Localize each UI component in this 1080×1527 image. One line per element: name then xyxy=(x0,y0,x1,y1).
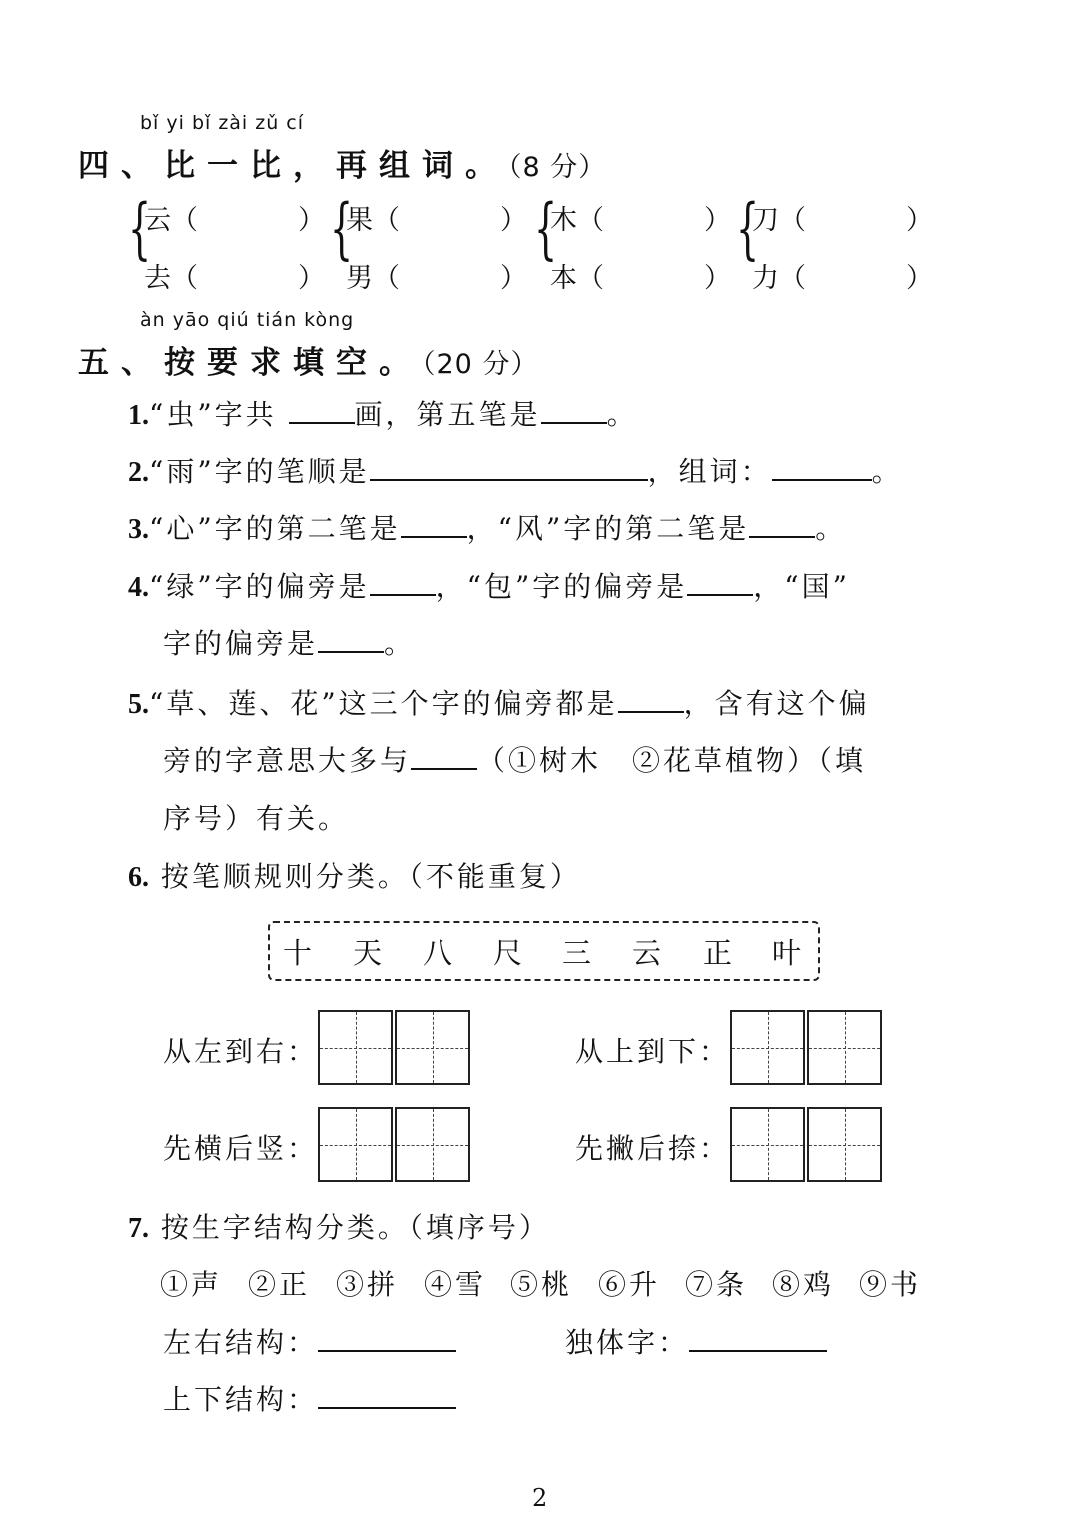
label-top-to-bottom: 从上到下： xyxy=(575,1035,731,1068)
writing-grid[interactable] xyxy=(395,1107,470,1182)
pair-2-bottom: 男（ xyxy=(346,263,400,294)
option-item: ⑥升 xyxy=(598,1268,661,1301)
brace-icon: { xyxy=(736,190,760,267)
answer-blank[interactable] xyxy=(618,685,684,713)
writing-grid[interactable] xyxy=(318,1107,393,1182)
pair-4-top: 刀（ xyxy=(752,205,806,236)
section5-title-text: 五、按要求填空。 xyxy=(78,345,422,381)
writing-grid[interactable] xyxy=(730,1107,805,1182)
section5-pinyin: àn yāo qiú tián kòng xyxy=(140,309,355,331)
answer-blank[interactable] xyxy=(289,396,355,424)
single-structure: 独体字： xyxy=(565,1321,827,1361)
question-6: 6. 按笔顺规则分类。（不能重复） xyxy=(128,860,581,893)
option-item: ②正 xyxy=(248,1268,311,1301)
writing-grid[interactable] xyxy=(807,1107,882,1182)
pair-3-top: 木（ xyxy=(550,205,604,236)
answer-blank[interactable] xyxy=(318,1381,456,1409)
section4-title-text: 四、比一比，再组词。 xyxy=(78,148,508,184)
answer-blank[interactable] xyxy=(772,453,872,481)
option-item: ⑤桃 xyxy=(510,1268,573,1301)
pair-1-bottom-close: ） xyxy=(298,263,325,294)
pair-2-bottom-close: ） xyxy=(500,263,527,294)
pair-3-bottom-close: ） xyxy=(704,263,731,294)
label-pie-then-na: 先撇后捺： xyxy=(575,1132,731,1165)
answer-blank[interactable] xyxy=(541,396,607,424)
pair-3-top-close: ） xyxy=(704,205,731,236)
label-horizontal-then-vertical: 先横后竖： xyxy=(163,1132,319,1165)
char-item: 三 xyxy=(562,936,592,970)
brace-icon: { xyxy=(534,190,558,267)
pair-1-bottom: 去（ xyxy=(144,263,198,294)
char-item: 云 xyxy=(632,936,662,970)
question-1: 1.“虫”字共 画，第五笔是 。 xyxy=(128,398,638,431)
brace-icon: { xyxy=(330,190,354,267)
char-item: 十 xyxy=(283,936,313,970)
char-item: 尺 xyxy=(493,936,523,970)
left-right-structure: 左右结构： xyxy=(163,1321,456,1361)
answer-blank[interactable] xyxy=(318,625,384,653)
answer-blank[interactable] xyxy=(687,568,753,596)
answer-blank[interactable] xyxy=(411,742,477,770)
section4-pinyin: bǐ yi bǐ zài zǔ cí xyxy=(140,112,305,134)
question-5: 5.“草、莲、花”这三个字的偏旁都是 ，含有这个偏 xyxy=(128,687,870,720)
pair-4-top-close: ） xyxy=(906,205,933,236)
writing-grid[interactable] xyxy=(395,1010,470,1085)
option-item: ③拼 xyxy=(336,1268,399,1301)
pair-2-top-close: ） xyxy=(500,205,527,236)
option-item: ⑧鸡 xyxy=(772,1268,835,1301)
label-left-to-right: 从左到右： xyxy=(163,1035,319,1068)
page-number: 2 xyxy=(532,1484,548,1512)
pair-1-top-close: ） xyxy=(298,205,325,236)
answer-blank[interactable] xyxy=(689,1324,827,1352)
char-item: 正 xyxy=(703,936,733,970)
writing-grid[interactable] xyxy=(807,1010,882,1085)
question-2: 2.“雨”字的笔顺是 ，组词： 。 xyxy=(128,455,903,488)
pair-4-bottom: 力（ xyxy=(752,263,806,294)
question-5-line2: 旁的字意思大多与 （①树木 ②花草植物）（填 xyxy=(163,744,867,777)
writing-grid[interactable] xyxy=(730,1010,805,1085)
writing-grid[interactable] xyxy=(318,1010,393,1085)
char-item: 八 xyxy=(423,936,453,970)
answer-blank[interactable] xyxy=(401,510,467,538)
pair-4-bottom-close: ） xyxy=(906,263,933,294)
character-box xyxy=(268,921,820,981)
section4-score: （8 分） xyxy=(508,152,607,183)
option-item: ④雪 xyxy=(424,1268,487,1301)
char-item: 天 xyxy=(353,936,383,970)
answer-blank[interactable] xyxy=(749,510,815,538)
option-item: ①声 xyxy=(160,1268,223,1301)
char-item: 叶 xyxy=(772,936,802,970)
question-4: 4.“绿”字的偏旁是 ，“包”字的偏旁是 ，“国” xyxy=(128,570,850,603)
answer-blank[interactable] xyxy=(370,453,648,481)
question-5-line3: 序号）有关。 xyxy=(163,802,350,835)
section5-title xyxy=(78,337,538,382)
question-4-line2: 字的偏旁是 。 xyxy=(163,627,416,660)
option-item: ⑦条 xyxy=(685,1268,748,1301)
top-bottom-structure: 上下结构： xyxy=(163,1378,456,1418)
pair-2-top: 果（ xyxy=(346,205,400,236)
section4-title xyxy=(78,140,606,185)
option-item: ⑨书 xyxy=(859,1268,922,1301)
pair-1-top: 云（ xyxy=(144,205,198,236)
section5-score: （20 分） xyxy=(422,349,539,380)
answer-blank[interactable] xyxy=(370,568,436,596)
question-3: 3.“心”字的第二笔是 ，“风”字的第二笔是 。 xyxy=(128,512,847,545)
question-7: 7. 按生字结构分类。（填序号） xyxy=(128,1211,550,1244)
answer-blank[interactable] xyxy=(318,1324,456,1352)
pair-3-bottom: 本（ xyxy=(550,263,604,294)
brace-icon: { xyxy=(128,190,152,267)
